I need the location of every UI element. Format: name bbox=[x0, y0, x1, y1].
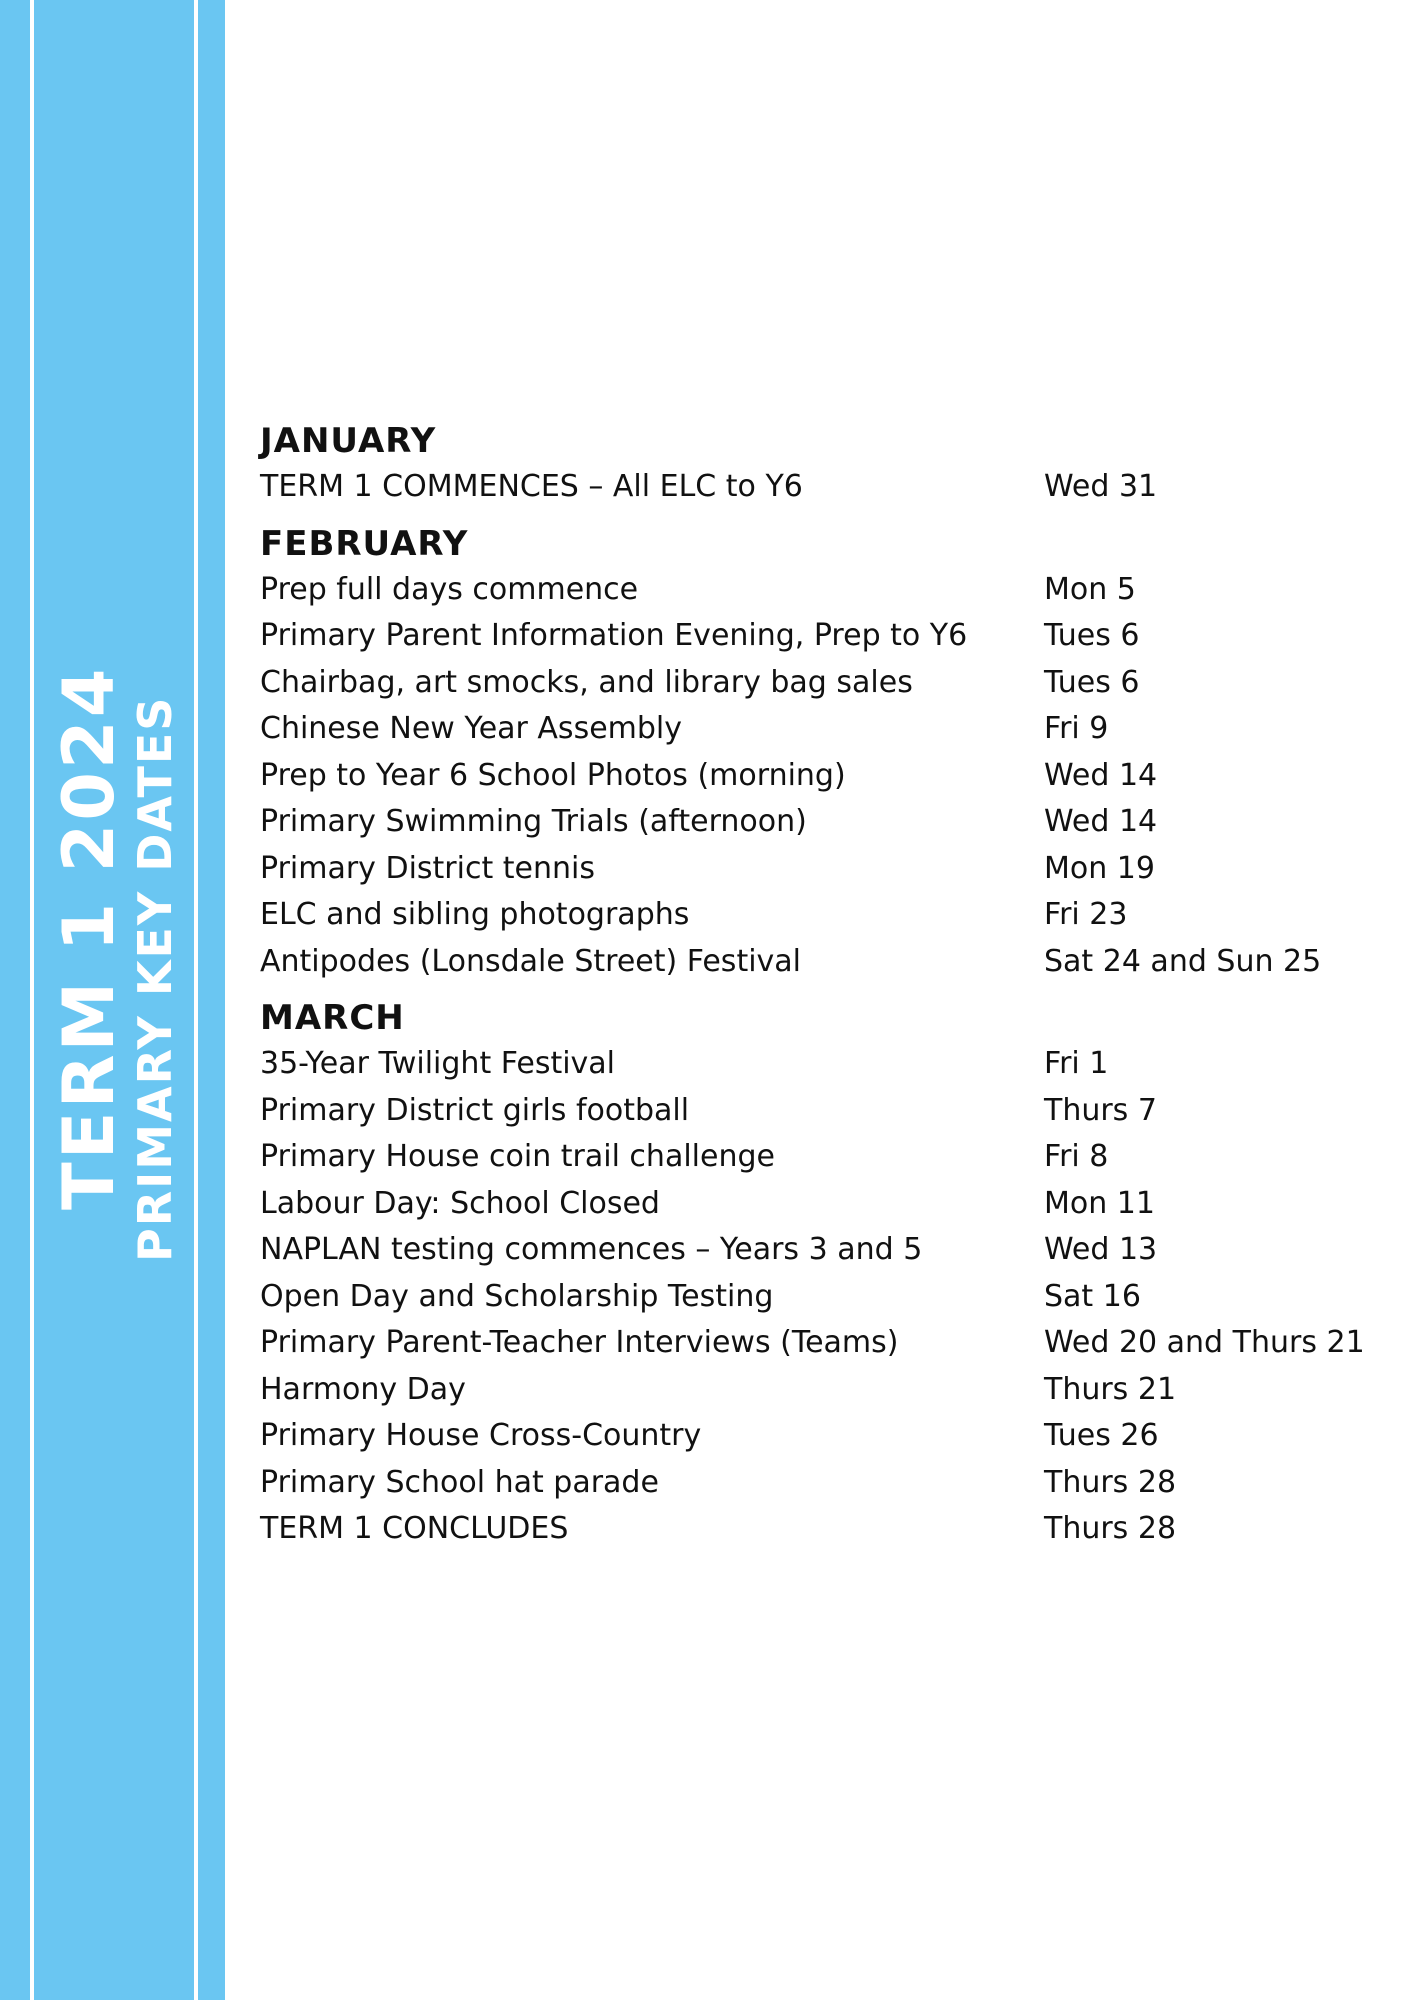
event-row bbox=[260, 464, 1400, 511]
event-row bbox=[260, 1227, 1400, 1274]
event-date: Mon 19 bbox=[1044, 850, 1155, 886]
event-date: Sat 16 bbox=[1044, 1278, 1141, 1314]
month-heading: JANUARY bbox=[260, 421, 437, 461]
event-name: Harmony Day bbox=[260, 1371, 466, 1407]
event-name: ELC and sibling photographs bbox=[260, 897, 690, 932]
event-name: Primary Parent Information Evening, Prep to Y6 bbox=[260, 618, 968, 653]
event-date: Tues 26 bbox=[1044, 1418, 1159, 1453]
event-row bbox=[260, 753, 1400, 800]
event-date: Wed 14 bbox=[1044, 804, 1158, 839]
event-date: Wed 20 and Thurs 21 bbox=[1044, 1325, 1365, 1360]
event-date: Fri 23 bbox=[1044, 897, 1128, 932]
event-row bbox=[260, 1181, 1400, 1228]
event-date: Fri 9 bbox=[1044, 711, 1109, 746]
event-date: Thurs 21 bbox=[1044, 1371, 1177, 1407]
event-name: Primary District girls football bbox=[260, 1092, 690, 1128]
section-january bbox=[260, 418, 1400, 511]
event-date: Tues 6 bbox=[1044, 618, 1140, 653]
event-name: Primary House coin trail challenge bbox=[260, 1139, 775, 1174]
event-date: Sat 24 and Sun 25 bbox=[1044, 943, 1322, 979]
key-dates-list bbox=[260, 418, 1400, 1563]
event-name: Primary Parent-Teacher Interviews (Teams) bbox=[260, 1325, 899, 1360]
event-row bbox=[260, 1506, 1400, 1553]
event-name: Antipodes (Lonsdale Street) Festival bbox=[260, 943, 802, 979]
event-name: Prep to Year 6 School Photos (morning) bbox=[260, 757, 846, 793]
event-name: TERM 1 COMMENCES – All ELC to Y6 bbox=[260, 469, 803, 504]
event-row bbox=[260, 567, 1400, 614]
event-date: Tues 6 bbox=[1044, 664, 1140, 700]
event-row bbox=[260, 1134, 1400, 1181]
event-name: NAPLAN testing commences – Years 3 and 5 bbox=[260, 1232, 923, 1267]
key-dates-subtitle: PRIMARY KEY DATES bbox=[128, 695, 182, 1262]
event-name: Labour Day: School Closed bbox=[260, 1185, 660, 1221]
event-row bbox=[260, 1413, 1400, 1460]
event-row bbox=[260, 660, 1400, 707]
event-name: Primary School hat parade bbox=[260, 1464, 659, 1500]
event-row bbox=[260, 939, 1400, 986]
section-february bbox=[260, 521, 1400, 986]
section-march bbox=[260, 995, 1400, 1553]
event-date: Mon 11 bbox=[1044, 1185, 1155, 1221]
event-row bbox=[260, 613, 1400, 660]
event-date: Wed 14 bbox=[1044, 757, 1158, 793]
event-date: Mon 5 bbox=[1044, 571, 1136, 607]
event-row bbox=[260, 799, 1400, 846]
event-row bbox=[260, 1088, 1400, 1135]
event-date: Fri 1 bbox=[1044, 1046, 1109, 1081]
event-row bbox=[260, 1460, 1400, 1507]
event-row bbox=[260, 892, 1400, 939]
event-row bbox=[260, 846, 1400, 893]
event-name: Open Day and Scholarship Testing bbox=[260, 1278, 774, 1314]
event-date: Thurs 28 bbox=[1044, 1464, 1177, 1500]
event-name: Chinese New Year Assembly bbox=[260, 711, 683, 746]
event-date: Wed 31 bbox=[1044, 469, 1158, 504]
sidebar-rule-left bbox=[30, 0, 34, 2000]
month-heading: MARCH bbox=[260, 998, 405, 1038]
event-name: Primary Swimming Trials (afternoon) bbox=[260, 804, 807, 839]
event-name: TERM 1 CONCLUDES bbox=[260, 1511, 569, 1546]
event-date: Fri 8 bbox=[1044, 1139, 1109, 1174]
event-date: Thurs 28 bbox=[1044, 1511, 1177, 1546]
event-name: Prep full days commence bbox=[260, 571, 639, 607]
event-name: Chairbag, art smocks, and library bag sales bbox=[260, 664, 913, 700]
event-date: Thurs 7 bbox=[1044, 1092, 1157, 1128]
event-row bbox=[260, 1274, 1400, 1321]
event-name: Primary District tennis bbox=[260, 850, 595, 886]
term-title: TERM 1 2024 bbox=[48, 665, 130, 1210]
event-name: Primary House Cross-Country bbox=[260, 1418, 702, 1453]
event-date: Wed 13 bbox=[1044, 1232, 1158, 1267]
sidebar-banner bbox=[0, 0, 225, 2000]
sidebar-rule-right bbox=[194, 0, 198, 2000]
event-name: 35-Year Twilight Festival bbox=[260, 1046, 616, 1081]
event-row bbox=[260, 1320, 1400, 1367]
event-row bbox=[260, 1367, 1400, 1414]
event-row bbox=[260, 706, 1400, 753]
month-heading: FEBRUARY bbox=[260, 523, 469, 564]
event-row bbox=[260, 1041, 1400, 1088]
